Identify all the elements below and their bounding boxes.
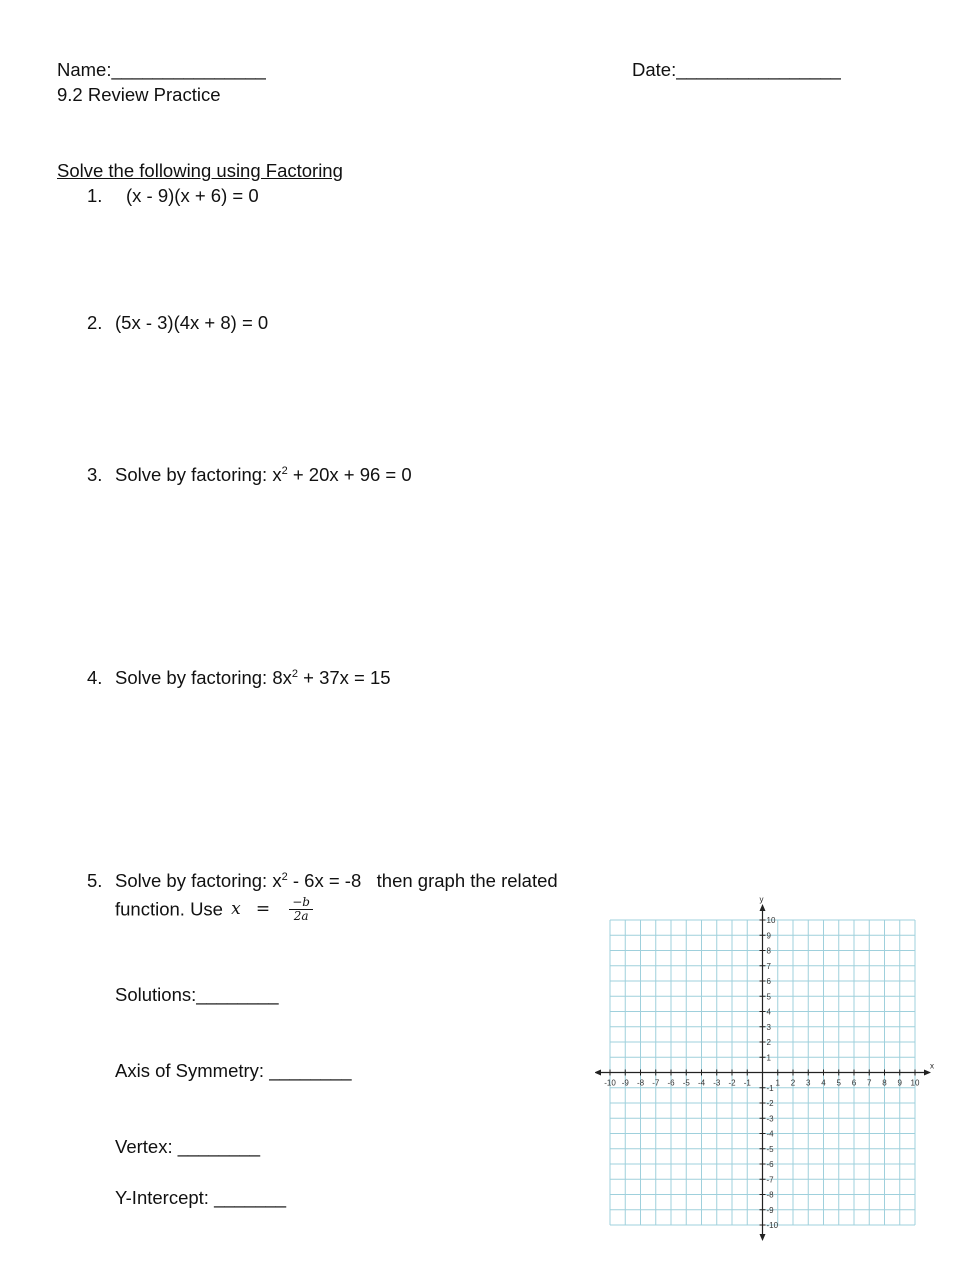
x-tick-label: 7	[867, 1078, 872, 1088]
y-tick-label: -1	[766, 1083, 774, 1093]
x-tick-label: 2	[790, 1078, 796, 1088]
y-tick-label: -2	[766, 1099, 774, 1108]
x-tick-label: -4	[697, 1078, 706, 1088]
y-tick-label: 6	[766, 977, 771, 986]
x-tick-label: 9	[897, 1078, 902, 1088]
x-tick-label: -5	[682, 1078, 690, 1088]
problem-5-number: 5.	[87, 870, 103, 891]
x-tick-label: -10	[604, 1078, 616, 1088]
x-tick-label: 8	[882, 1078, 887, 1088]
x-tick-label: -7	[652, 1078, 660, 1088]
y-tick-label: -7	[766, 1175, 774, 1185]
section-heading: Solve the following using Factoring	[57, 160, 343, 181]
formula-variable: x	[231, 899, 241, 920]
y-tick-label: 9	[766, 931, 771, 941]
y-tick-label: 5	[766, 992, 771, 1002]
x-tick-label: -2	[728, 1078, 736, 1088]
vertex-formula-fraction: $\frac{-b}{2a}$	[289, 896, 313, 923]
y-tick-label: 8	[766, 946, 771, 956]
y-tick-label: -6	[766, 1160, 774, 1169]
problem-1-number: 1.	[87, 185, 103, 206]
y-tick-label: 7	[766, 961, 771, 971]
x-tick-label: -1	[743, 1078, 751, 1088]
y-tick-label: -9	[766, 1205, 774, 1215]
x-axis-arrow-left	[595, 1070, 601, 1076]
x-tick-label: -8	[636, 1078, 645, 1088]
vertex-field[interactable]: Vertex: ________	[115, 1136, 261, 1157]
problem-1-text: (x - 9)(x + 6) = 0	[126, 185, 259, 206]
y-tick-label: 1	[766, 1053, 771, 1063]
y-axis-arrow-up	[760, 904, 766, 911]
problem-3-number: 3.	[87, 464, 103, 485]
x-tick-label: 3	[806, 1078, 811, 1088]
y-tick-label: 2	[766, 1038, 771, 1047]
y-intercept-field[interactable]: Y-Intercept: _______	[115, 1187, 287, 1208]
x-tick-label: -3	[713, 1078, 721, 1088]
x-tick-label: -6	[667, 1078, 675, 1088]
problem-4-number: 4.	[87, 667, 103, 688]
y-tick-label: 4	[766, 1007, 771, 1017]
solutions-field[interactable]: Solutions:________	[115, 984, 279, 1005]
y-tick-label: -4	[766, 1129, 774, 1139]
problem-5-text: Solve by factoring: $x^2 - 6x = -8$ then graph the related	[115, 870, 558, 891]
problem-5-line2: function. Use x = $\frac{-b}{2a}$	[115, 896, 313, 923]
y-axis-arrow-down	[760, 1234, 766, 1241]
x-tick-label: -9	[621, 1078, 629, 1088]
worksheet-title: 9.2 Review Practice	[57, 84, 221, 105]
x-tick-label: 5	[836, 1078, 841, 1088]
y-tick-label: 3	[766, 1022, 771, 1032]
problem-2-number: 2.	[87, 312, 103, 333]
x-axis-label: x	[930, 1061, 934, 1071]
y-tick-label: 10	[766, 916, 776, 925]
y-tick-label: -3	[766, 1114, 774, 1124]
y-tick-label: -8	[766, 1190, 774, 1200]
problem-2-text: (5x - 3)(4x + 8) = 0	[115, 312, 269, 333]
y-tick-label: -5	[766, 1144, 774, 1154]
formula-equals: =	[255, 899, 271, 920]
problem-4-text: Solve by factoring: $8x^2 + 37x = 15$	[115, 667, 391, 688]
x-tick-label: 10	[910, 1078, 920, 1088]
date-field[interactable]: Date:________________	[632, 59, 841, 80]
x-tick-label: 6	[851, 1078, 857, 1088]
axis-of-symmetry-field[interactable]: Axis of Symmetry: ________	[115, 1060, 352, 1081]
x-tick-label: 4	[821, 1078, 826, 1088]
x-tick-label: 1	[775, 1078, 780, 1088]
name-field[interactable]: Name:_______________	[57, 59, 266, 80]
problem-3-text: Solve by factoring: $x^2 + 20x + 96 = 0$	[115, 464, 412, 485]
coordinate-grid[interactable]	[595, 895, 940, 1245]
y-tick-label: -10	[766, 1221, 779, 1230]
y-axis-label: y	[759, 895, 764, 904]
